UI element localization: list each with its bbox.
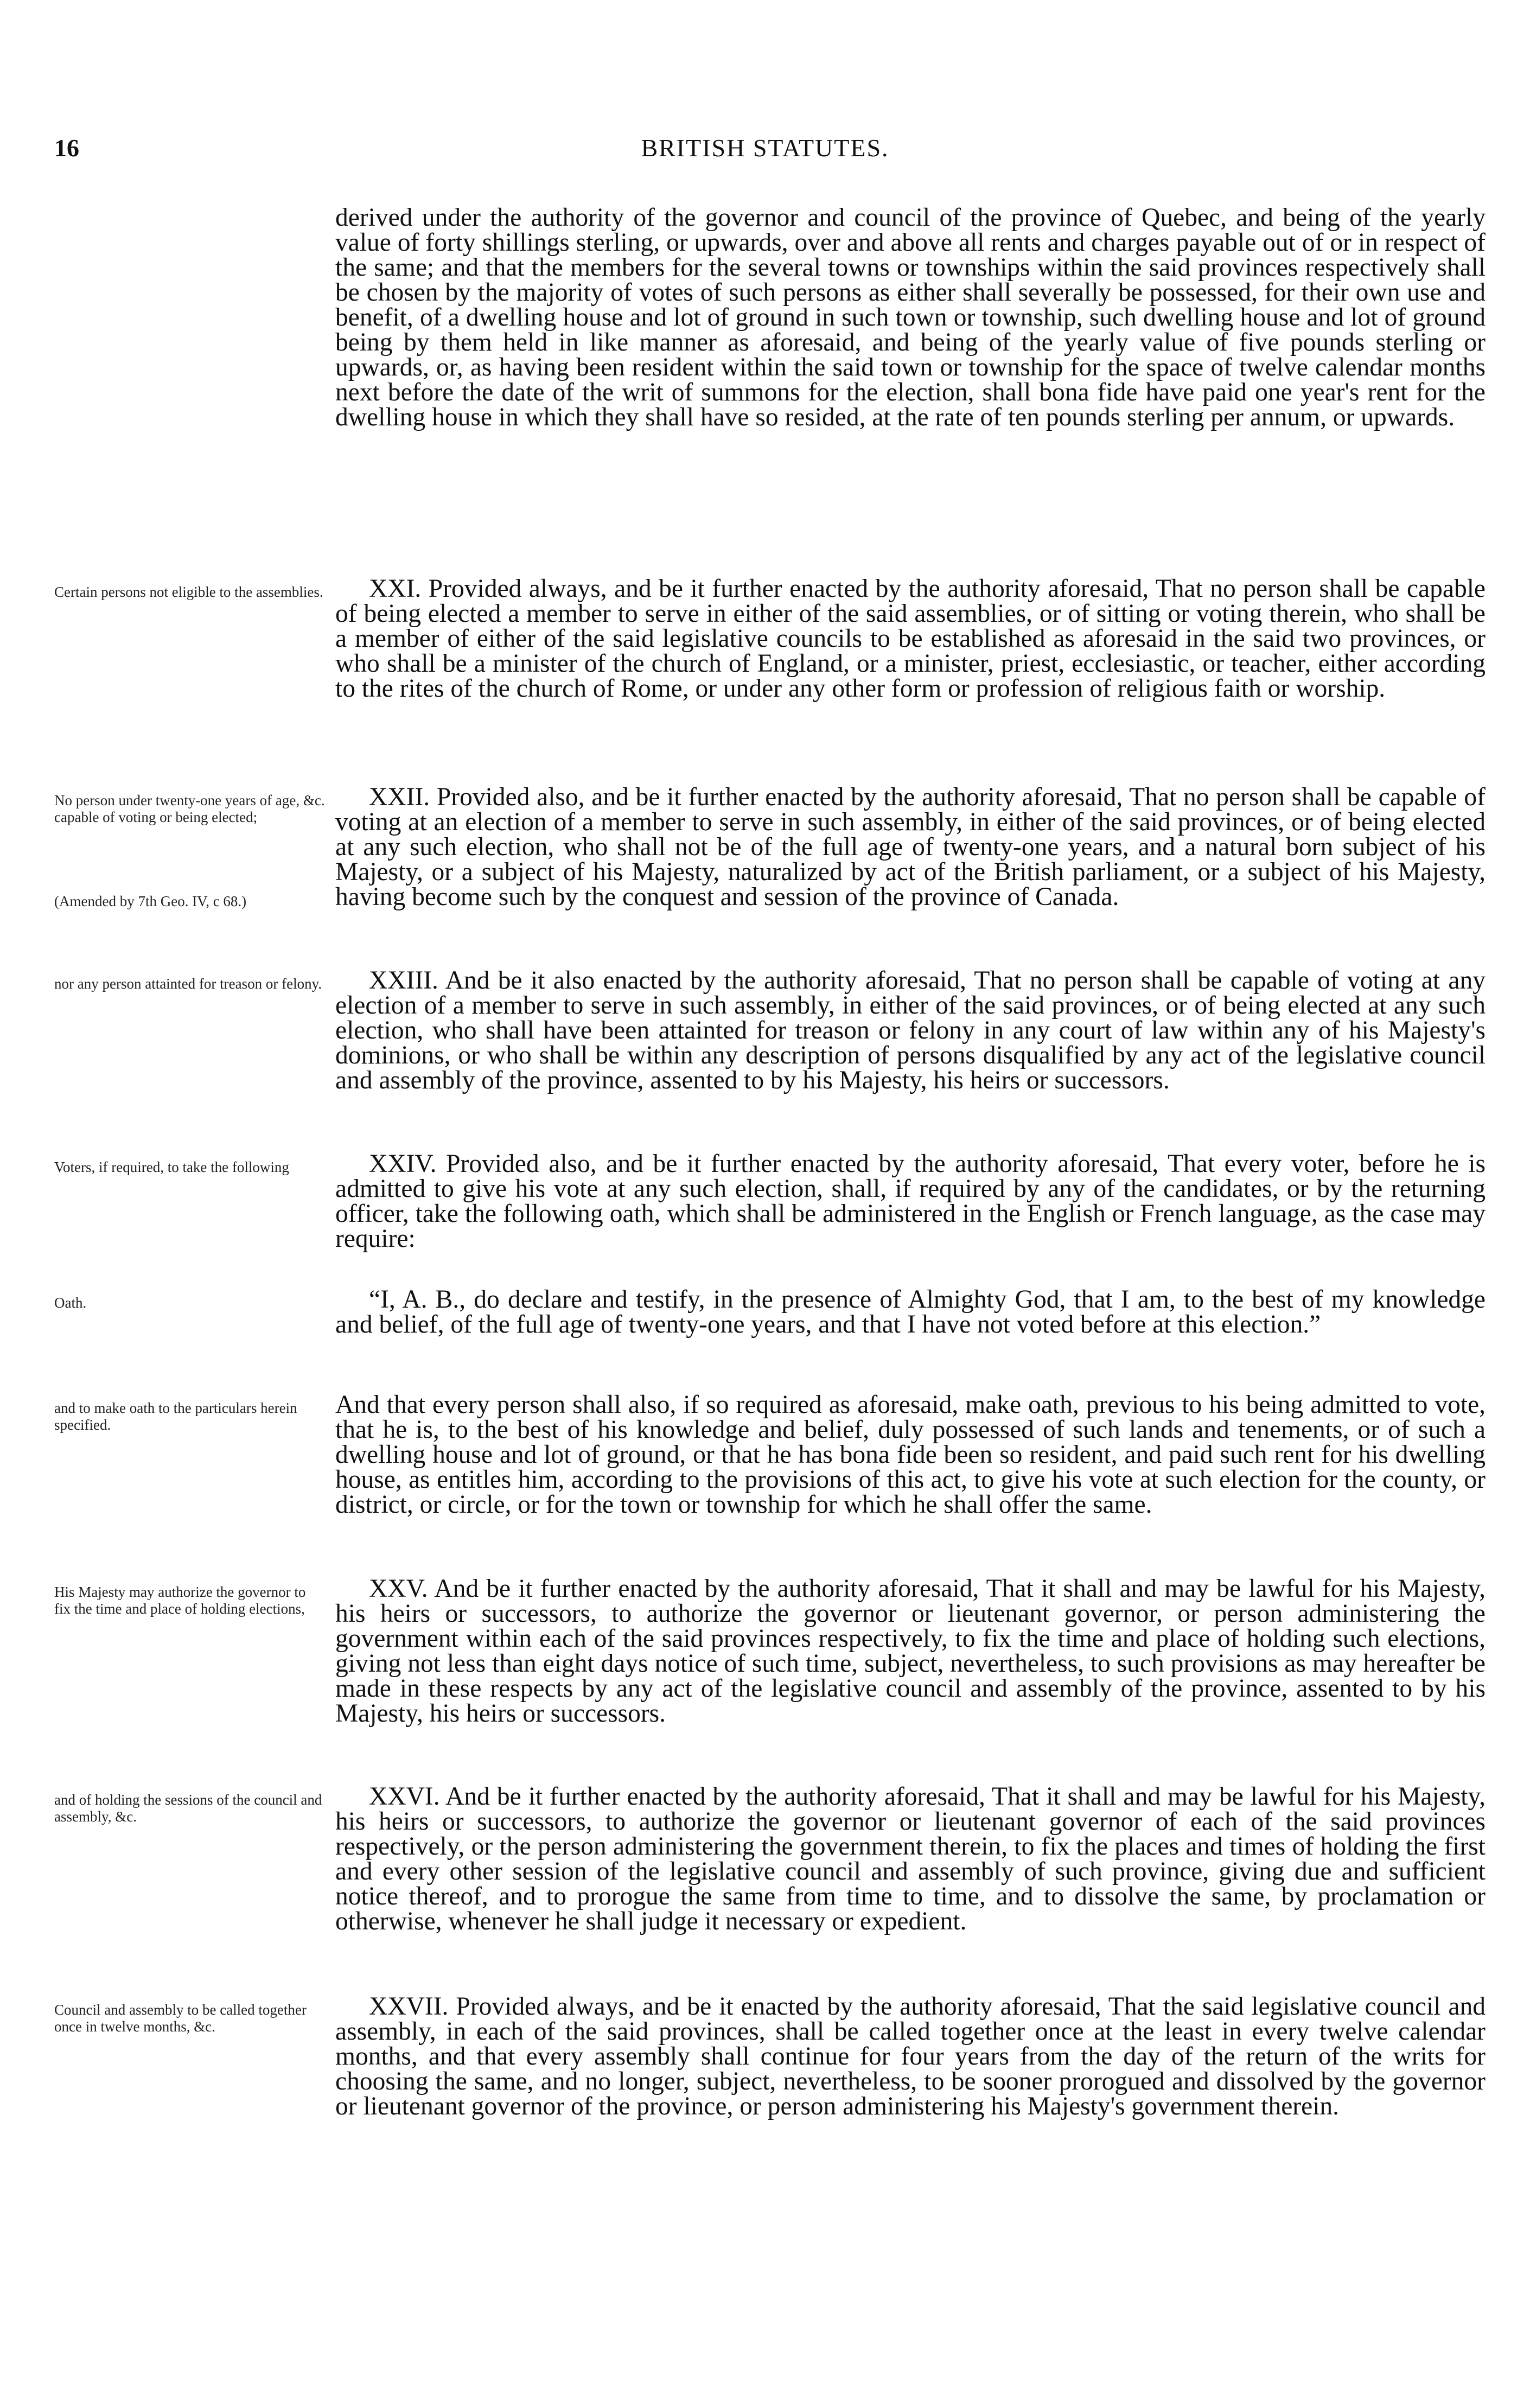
paragraph-text: XXV. And be it further enacted by the authority aforesaid, That it shall and may be lawful for his Majesty, his heirs or successors, to authorize the governor or lieutenant governor, or person administering the government within each of the said provinces respectively, to fix the time and place of holding such elections, giving not less than eight days notice of such time, subject, nevertheless, to such provisions as may hereafter be made in these respects by any act of the legislative council and assembly of the province, assented to by his Majesty, his heirs or successors.	[335, 1575, 1486, 1728]
margin-note: Council and assembly to be called together once in twelve months, &c.	[54, 2002, 307, 2035]
margin-note-amendment: (Amended by 7th Geo. IV, c 68.)	[54, 893, 247, 909]
running-head: BRITISH STATUTES.	[641, 134, 889, 162]
paragraph-text: XXVI. And be it further enacted by the authority aforesaid, That it shall and may be lawful for his Majesty, his heirs or successors, to authorize the governor or lieutenant governor of each of the said provinces respectively, or the person administering the government therein, to fix the places and times of holding the first and every other session of the legislative council and assembly of such province, giving due and sufficient notice thereof, and to prorogue the same from time to time, and to dissolve the same, by proclamation or otherwise, whenever he shall judge it necessary or expedient.	[335, 1782, 1486, 1935]
paragraph-text: XXI. Provided always, and be it further enacted by the authority aforesaid, That no person shall be capable of being elected a member to serve in either of the said assemblies, or of sitting or voting therein, who shall be a member of either of the said legislative councils to be established as aforesaid in the said two provinces, or who shall be a minister of the church of England, or a minister, priest, ecclesiastic, or teacher, either according to the rites of the church of Rome, or under any other form or profession of religious faith or worship.	[335, 575, 1486, 703]
paragraph-text: derived under the authority of the governor and council of the province of Quebec, and being of the yearly value of forty shillings sterling, or upwards, over and above all rents and charges payable out of or in respect of the same; and that the members for the several towns or townships within the said provinces respectively shall be chosen by the majority of votes of such persons as either shall severally be possessed, for their own use and benefit, of a dwelling house and lot of ground in such town or township, such dwelling house and lot of ground being by them held in like manner as aforesaid, and being of the yearly value of five pounds sterling or upwards, or, as having been resident within the said town or township for the space of twelve calendar months next before the date of the writ of summons for the election, shall bona fide have paid one year's rent for the dwelling house in which they shall have so resided, at the rate of ten pounds sterling per annum, or upwards.	[335, 203, 1486, 431]
margin-note: His Majesty may authorize the governor to fix the time and place of holding elections,	[54, 1584, 306, 1617]
paragraph-text: XXIII. And be it also enacted by the authority aforesaid, That no person shall be capable of voting at any election of a member to serve in such assembly, in either of the said provinces, or of being elected at any such election, who shall have been attainted for treason or felony in any court of law within any of his Majesty's dominions, or who shall be within any description of persons disqualified by any act of the legislative council and assembly of the province, assented to by his Majesty, his heirs or successors.	[335, 966, 1486, 1094]
paragraph-text: XXVII. Provided always, and be it enacted by the authority aforesaid, That the said legislative council and assembly, in each of the said provinces, shall be called together once at the least in every twelve calendar months, and that every assembly shall continue for four years from the day of the return of the writs for choosing the same, and no longer, subject, nevertheless, to be sooner prorogued and dissolved by the governor or lieutenant governor of the province, or person administering his Majesty's government therein.	[335, 1992, 1486, 2120]
paragraph-text: XXIV. Provided also, and be it further enacted by the authority aforesaid, That every voter, before he is admitted to give his vote at any such election, shall, if required by any of the candidates, or by the returning officer, take the following oath, which shall be administered in the English or French language, as the case may require:	[335, 1150, 1486, 1253]
paragraph-text: XXII. Provided also, and be it further enacted by the authority aforesaid, That no person shall be capable of voting at an election of a member to serve in such assembly, in either of the said provinces, or of being elected at any such election, who shall not be of the full age of twenty-one years, and a natural born subject of his Majesty, or a subject of his Majesty, naturalized by act of the British parliament, or a subject of his Majesty, having become such by the conquest and session of the province of Canada.	[335, 783, 1486, 911]
paragraph-text: And that every person shall also, if so required as aforesaid, make oath, previous to his being admitted to vote, that he is, to the best of his knowledge and belief, duly possessed of such lands and tenements, or of such a dwelling house and lot of ground, or that he has bona fide been so resident, and paid such rent for his dwelling house, as entitles him, according to the provisions of this act, to give his vote at such election for the county, or district, or circle, or for the town or township for which he shall offer the same.	[335, 1391, 1486, 1519]
margin-note: No person under twenty-one years of age, &c. capable of voting or being elected;	[54, 792, 325, 825]
margin-note: and of holding the sessions of the council and assembly, &c.	[54, 1792, 322, 1825]
margin-note: Voters, if required, to take the following	[54, 1159, 289, 1175]
margin-note: Certain persons not eligible to the assemblies.	[54, 584, 323, 600]
margin-note: and to make oath to the particulars herein specified.	[54, 1400, 297, 1433]
margin-note: nor any person attainted for treason or felony.	[54, 976, 322, 992]
page-number: 16	[54, 134, 79, 162]
oath-text: “I, A. B., do declare and testify, in the presence of Almighty God, that I am, to the best of my knowledge and belief, of the full age of twenty-one years, and that I have not voted before at this election.”	[335, 1285, 1486, 1339]
margin-note: Oath.	[54, 1295, 87, 1311]
